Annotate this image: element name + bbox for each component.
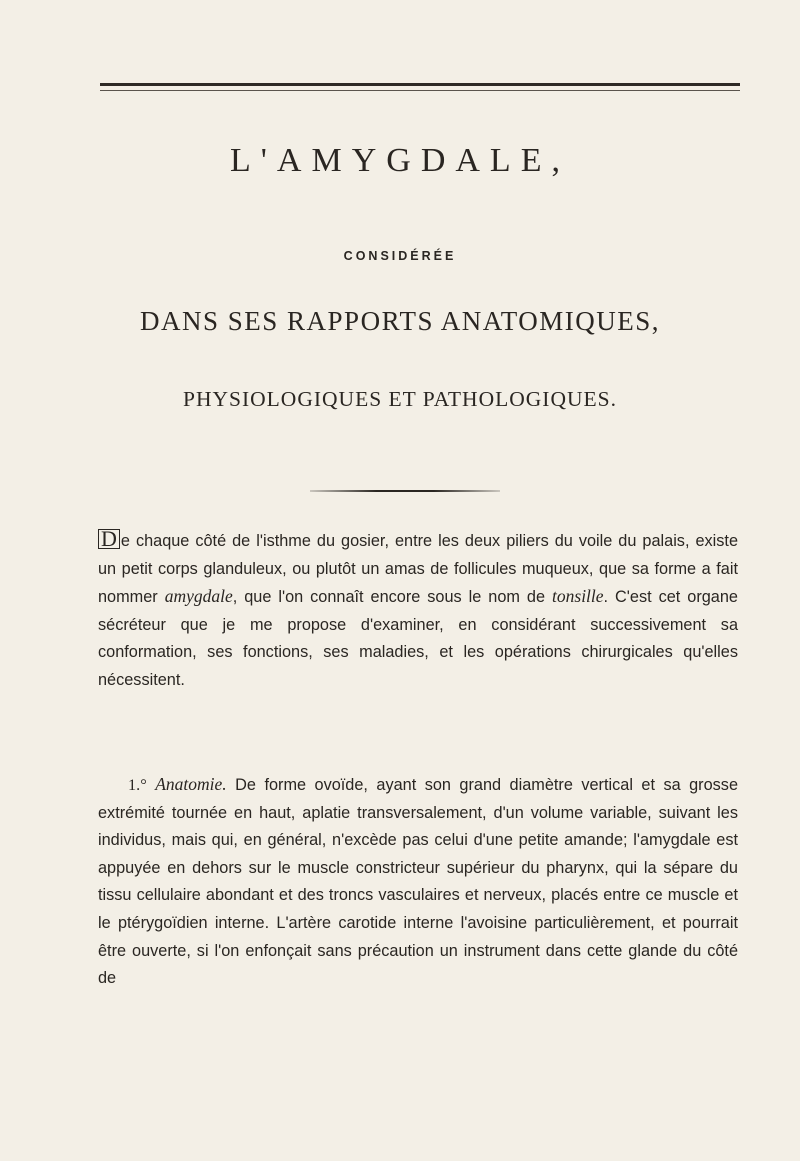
document-title: L'AMYGDALE,	[230, 142, 570, 179]
subtitle-considered: CONSIDÉRÉE	[343, 249, 457, 263]
intro-text-part-2: , que l'on connaît encore sous le nom de	[232, 588, 553, 607]
subtitle-line-anatomical: DANS SES RAPPORTS ANATOMIQUES,	[140, 306, 660, 336]
term-tonsille: tonsille	[552, 586, 604, 607]
intro-text-part-1: e chaque côté de l'isthme du gosier, entre les deux piliers du voile du palais, existe un petit corps glanduleux, ou plutôt un amas de follicules muqueux, que sa forme a fait nommer	[98, 532, 738, 607]
drop-cap: D	[98, 529, 120, 549]
anatomy-paragraph	[98, 771, 738, 993]
top-rule-thick	[100, 83, 740, 86]
intro-paragraph	[98, 528, 738, 695]
section-divider	[310, 490, 500, 492]
section-number: 1.°	[128, 775, 147, 794]
term-amygdale: amygdale	[164, 586, 233, 607]
intro-text-part-3: . C'est cet organe sécréteur que je me propose d'examiner, en considérant successivement sa conformation, ses fonctions, ses maladies, et les opérations chirurgicales qu'elles nécessitent.	[98, 588, 738, 689]
subtitle-line-physiological: PHYSIOLOGIQUES ET PATHOLOGIQUES.	[183, 387, 617, 411]
top-rule-thin	[100, 90, 740, 91]
section-heading-anatomie: Anatomie.	[155, 774, 227, 794]
anatomy-text: De forme ovoïde, ayant son grand diamètre vertical et sa grosse extrémité tournée en haut, aplatie transversalement, d'un volume variable, suivant les individus, mais qui, en général, n'excède pas celui d'une petite amande; l'amygdale est appuyée en dehors sur le muscle constricteur supérieur du pharynx, qui la sépare du tissu cellulaire abondant et des troncs vasculaires et nerveux, placés entre ce muscle et le ptérygoïdien interne. L'artère carotide interne l'avoisine particulièrement, et pourrait être ouverte, si l'on enfonçait sans précaution un instrument dans cette glande du côté de	[98, 776, 738, 988]
